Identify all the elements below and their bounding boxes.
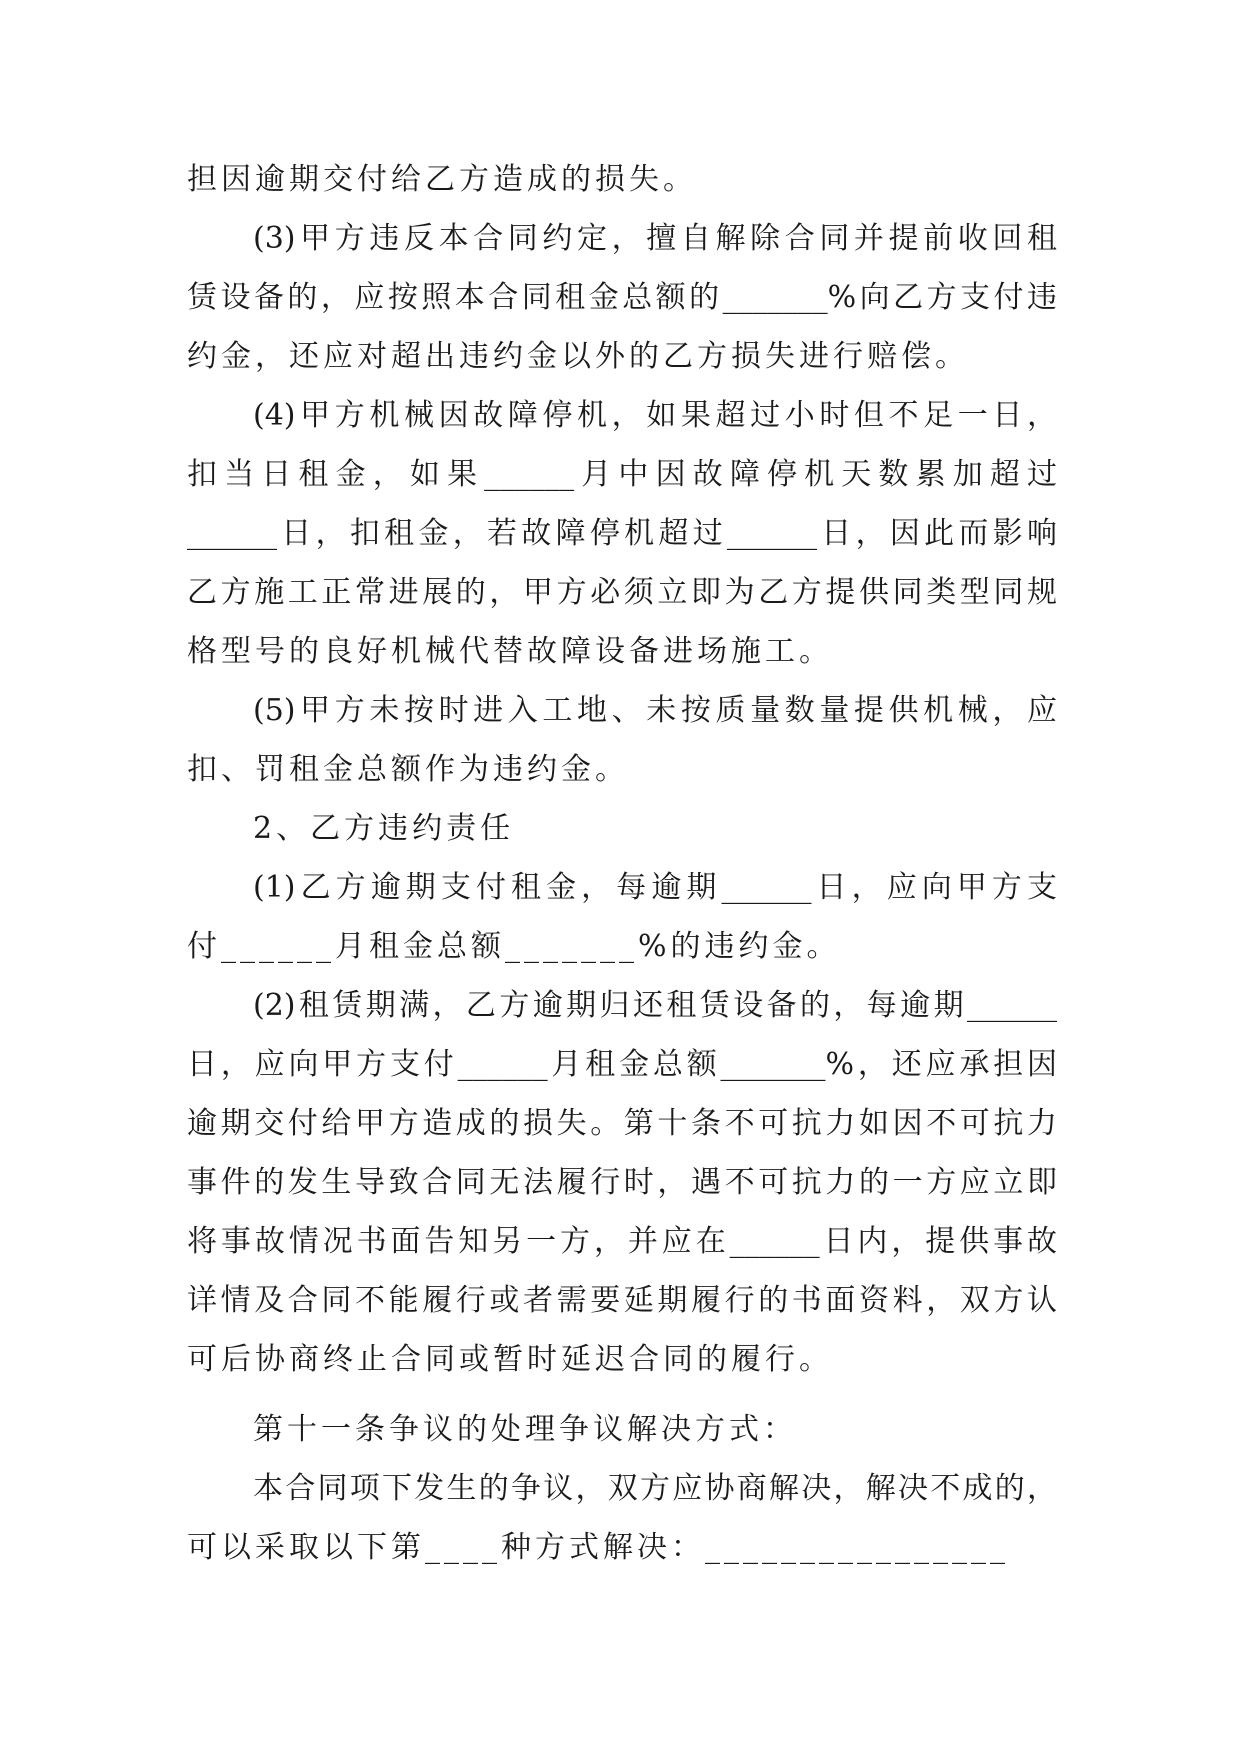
text-line: 赁设备的，应按照本合同租金总额的_______%向乙方支付违 [187, 280, 1057, 315]
text-line: 逾期交付给甲方造成的损失。第十条不可抗力如因不可抗力 [187, 1106, 1057, 1141]
contract-text-body [187, 150, 1057, 1577]
text-line: 扣、罚租金总额作为违约金。 [187, 752, 629, 787]
text-line: 乙方施工正常进展的，甲方必须立即为乙方提供同类型同规 [187, 575, 1057, 610]
text-line: ______日，扣租金，若故障停机超过______日，因此而影响 [187, 516, 1057, 551]
text-line: (4)甲方机械因故障停机，如果超过小时但不足一日， [253, 398, 1057, 433]
text-line: 约金，还应对超出违约金以外的乙方损失进行赔偿。 [187, 339, 969, 374]
text-line: 事件的发生导致合同无法履行时，遇不可抗力的一方应立即 [187, 1165, 1057, 1200]
text-line: (2)租赁期满，乙方逾期归还租赁设备的，每逾期______ [253, 988, 1057, 1023]
text-line: (5)甲方未按时进入工地、未按质量数量提供机械，应 [253, 693, 1057, 728]
text-line: 日，应向甲方支付______月租金总额_______%，还应承担因 [187, 1047, 1057, 1082]
text-line: 详情及合同不能履行或者需要延期履行的书面资料，双方认 [187, 1283, 1057, 1318]
text-line: (1)乙方逾期支付租金，每逾期______日，应向甲方支 [253, 870, 1057, 905]
text-line: 担因逾期交付给乙方造成的损失。 [187, 162, 697, 197]
section-heading: 2、乙方违约责任 [253, 811, 515, 846]
text-line: 可以采取以下第____种方式解决：________________ [187, 1530, 1009, 1565]
section-heading: 第十一条争议的处理争议解决方式： [253, 1412, 797, 1447]
text-line: 本合同项下发生的争议，双方应协商解决，解决不成的， [253, 1471, 1057, 1506]
text-line: 格型号的良好机械代替故障设备进场施工。 [187, 634, 833, 669]
text-line: (3)甲方违反本合同约定，擅自解除合同并提前收回租 [253, 221, 1057, 256]
text-line: 付______月租金总额_______%的违约金。 [187, 929, 841, 964]
text-line: 将事故情况书面告知另一方，并应在______日内，提供事故 [187, 1224, 1057, 1259]
text-line: 扣当日租金，如果______月中因故障停机天数累加超过 [187, 457, 1057, 492]
text-line: 可后协商终止合同或暂时延迟合同的履行。 [187, 1342, 833, 1377]
